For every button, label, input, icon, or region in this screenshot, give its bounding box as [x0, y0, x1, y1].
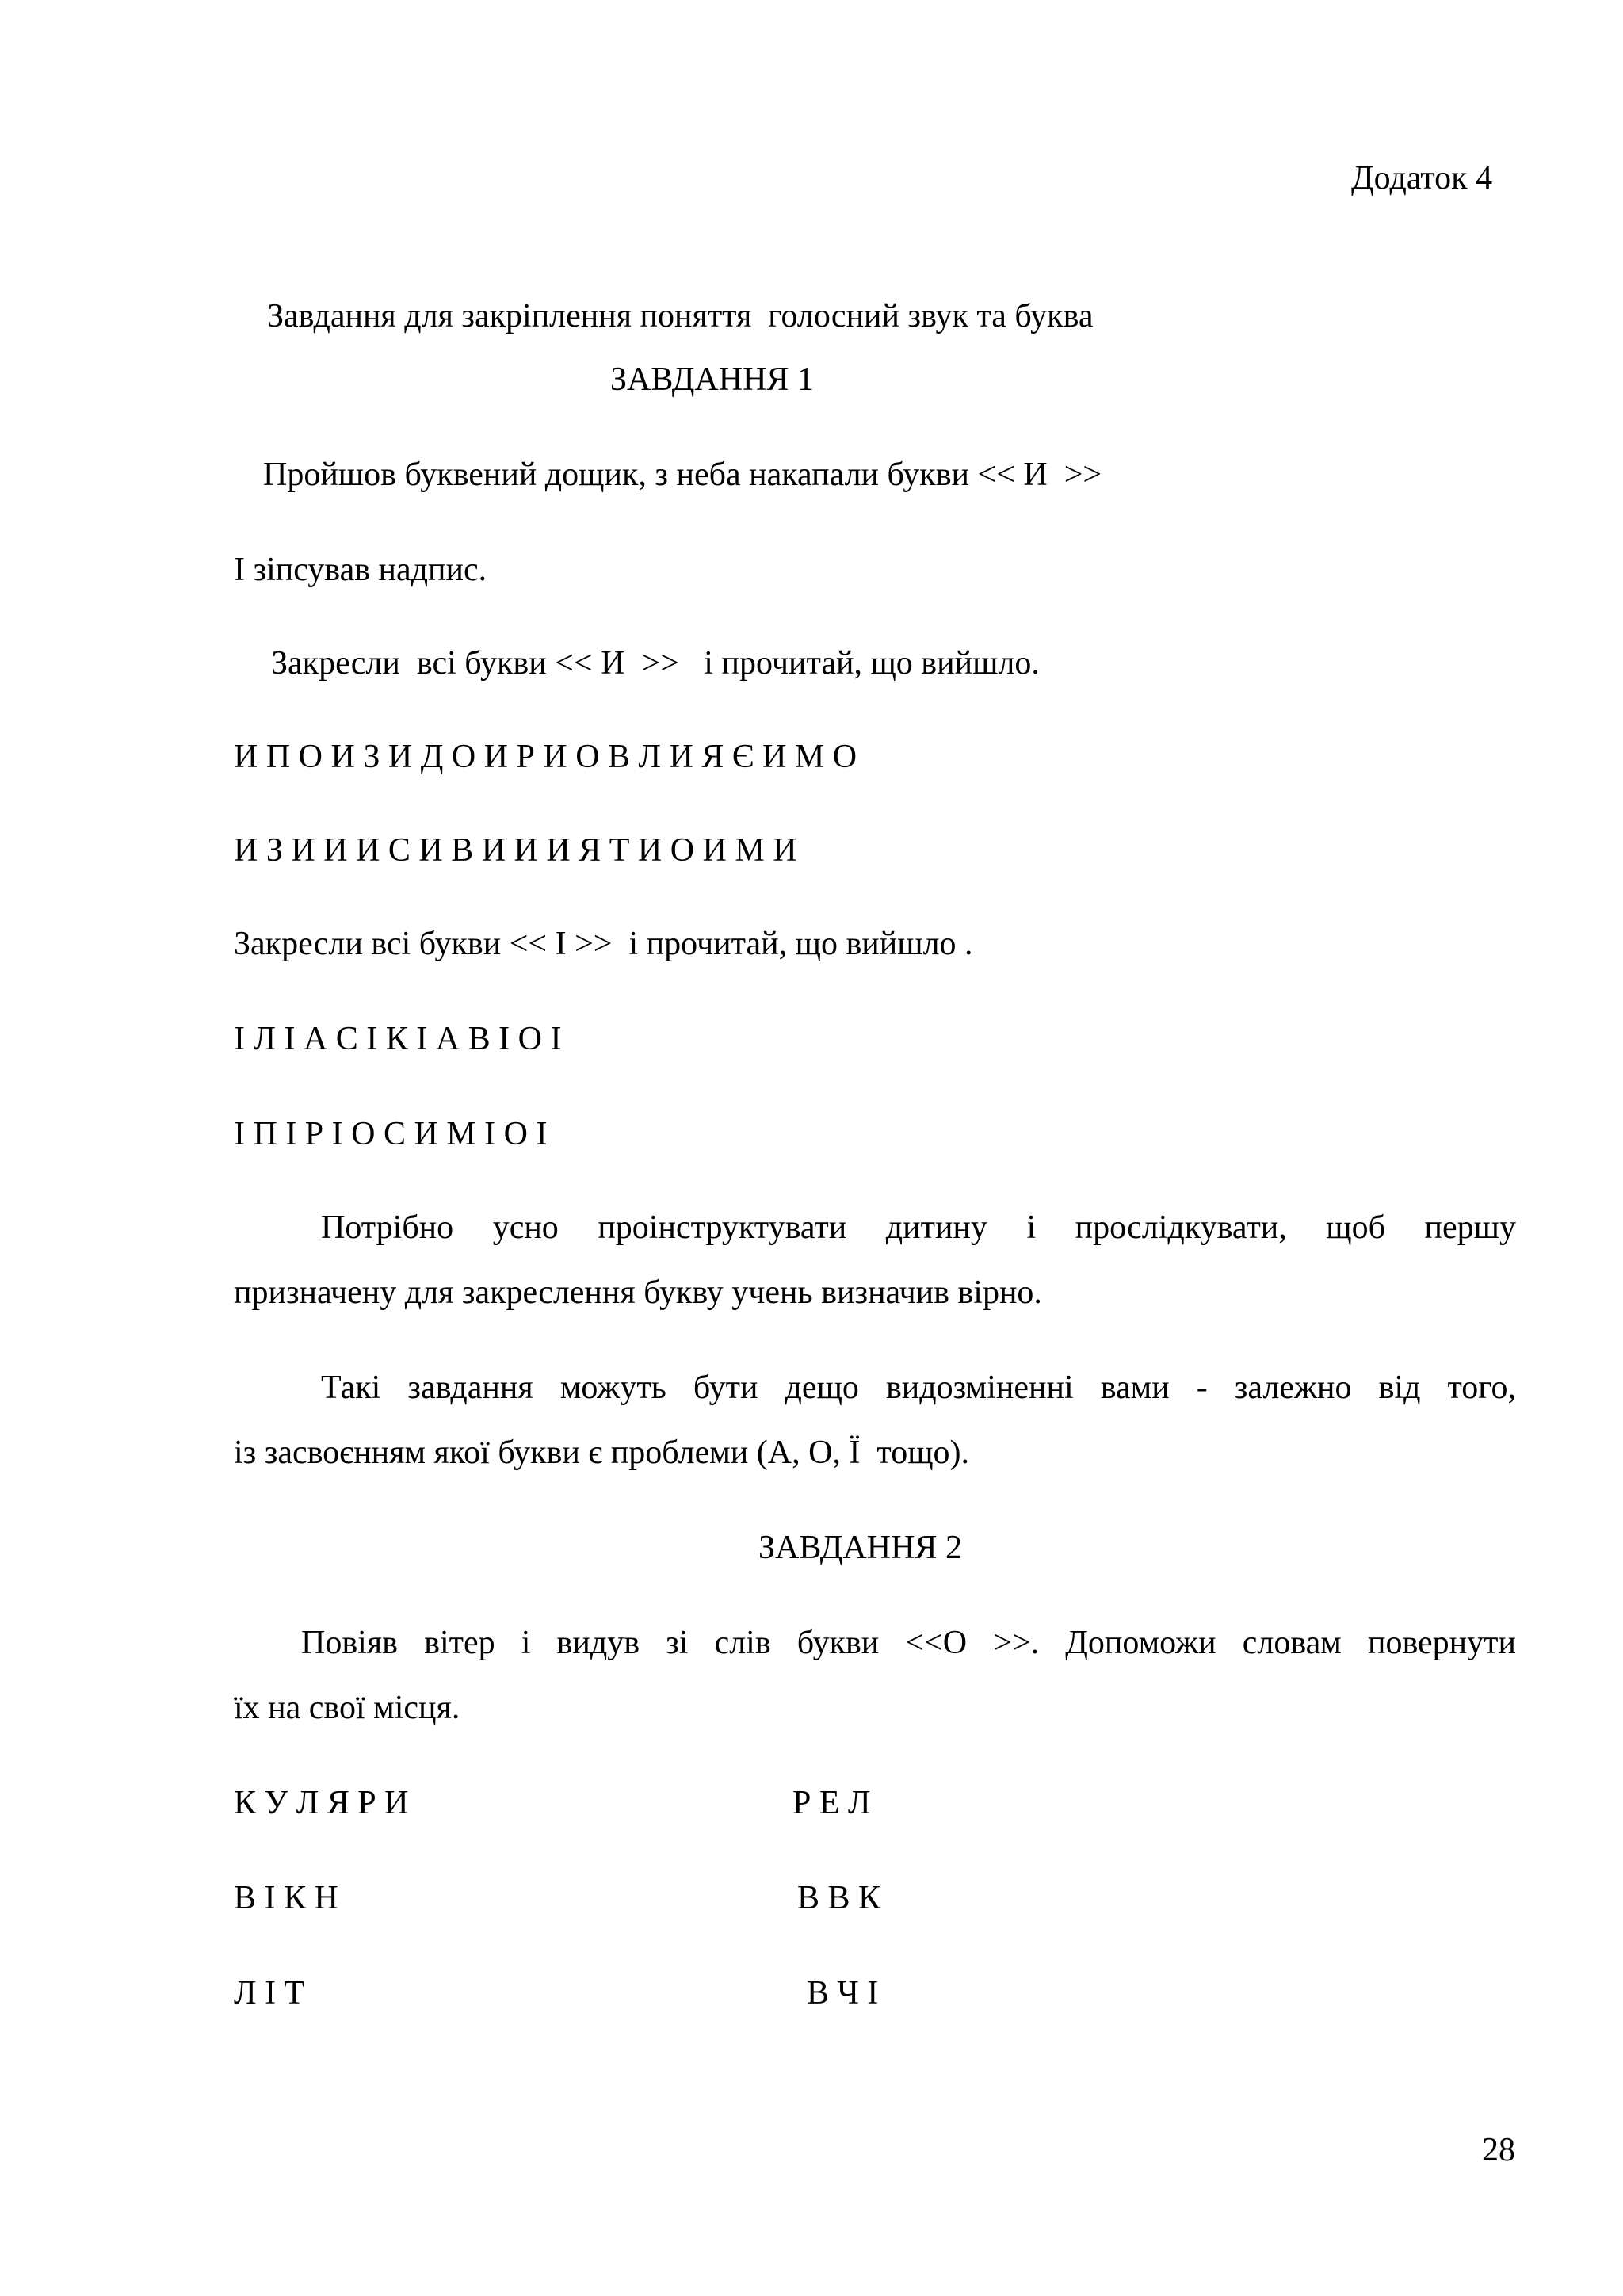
letters-row-4: І П І Р І О С И М І О І [234, 1116, 548, 1152]
word-right-3: В Ч І [807, 1975, 879, 2011]
word-right-1: Р Е Л [792, 1785, 871, 1821]
notes-paragraph-2-line1: Такі завдання можуть бути дещо видозміненні вами - залежно від того, [321, 1370, 1516, 1406]
word-left-2: В І К Н [234, 1880, 338, 1916]
page-number: 28 [1482, 2132, 1515, 2168]
letters-row-2: И З И И И С И В И И И Я Т И О И М И [234, 832, 797, 869]
word-left-1: К У Л Я Р И [234, 1785, 409, 1821]
letters-row-1: И П О И З И Д О И Р И О В Л И Я Є И М О [234, 739, 857, 775]
appendix-label: Додаток 4 [1351, 160, 1493, 197]
notes-paragraph-1-line1: Потрібно усно проінструктувати дитину і прослідкувати, щоб першу [321, 1209, 1516, 1246]
word-left-3: Л І Т [234, 1975, 305, 2011]
task1-heading: ЗАВДАННЯ 1 [610, 361, 814, 398]
task1-intro-line2: І зіпсував надпис. [234, 552, 487, 588]
task2-heading: ЗАВДАННЯ 2 [758, 1530, 962, 1566]
task2-intro-line2: їх на свої місця. [234, 1690, 460, 1726]
word-right-2: В В К [797, 1880, 881, 1916]
task1-instruction-i: Закресли всі букви << И >> і прочитай, що вийшло. [271, 645, 1040, 682]
section-title: Завдання для закріплення поняття голосний звук та буква [267, 298, 1094, 334]
notes-paragraph-1-line2: призначену для закреслення букву учень визначив вірно. [234, 1274, 1042, 1311]
task2-intro-line1: Повіяв вітер і видув зі слів букви <<О >>. Допоможи словам повернути [301, 1625, 1516, 1661]
letters-row-3: І Л І А С І К І А В І О І [234, 1021, 562, 1057]
task1-intro-line1: Пройшов буквений дощик, з неба накапали букви << И >> [263, 457, 1102, 493]
task1-instruction-ii: Закресли всі букви << І >> і прочитай, що вийшло . [234, 926, 973, 962]
notes-paragraph-2-line2: із засвоєнням якої букви є проблеми (А, О, Ї тощо). [234, 1435, 970, 1471]
